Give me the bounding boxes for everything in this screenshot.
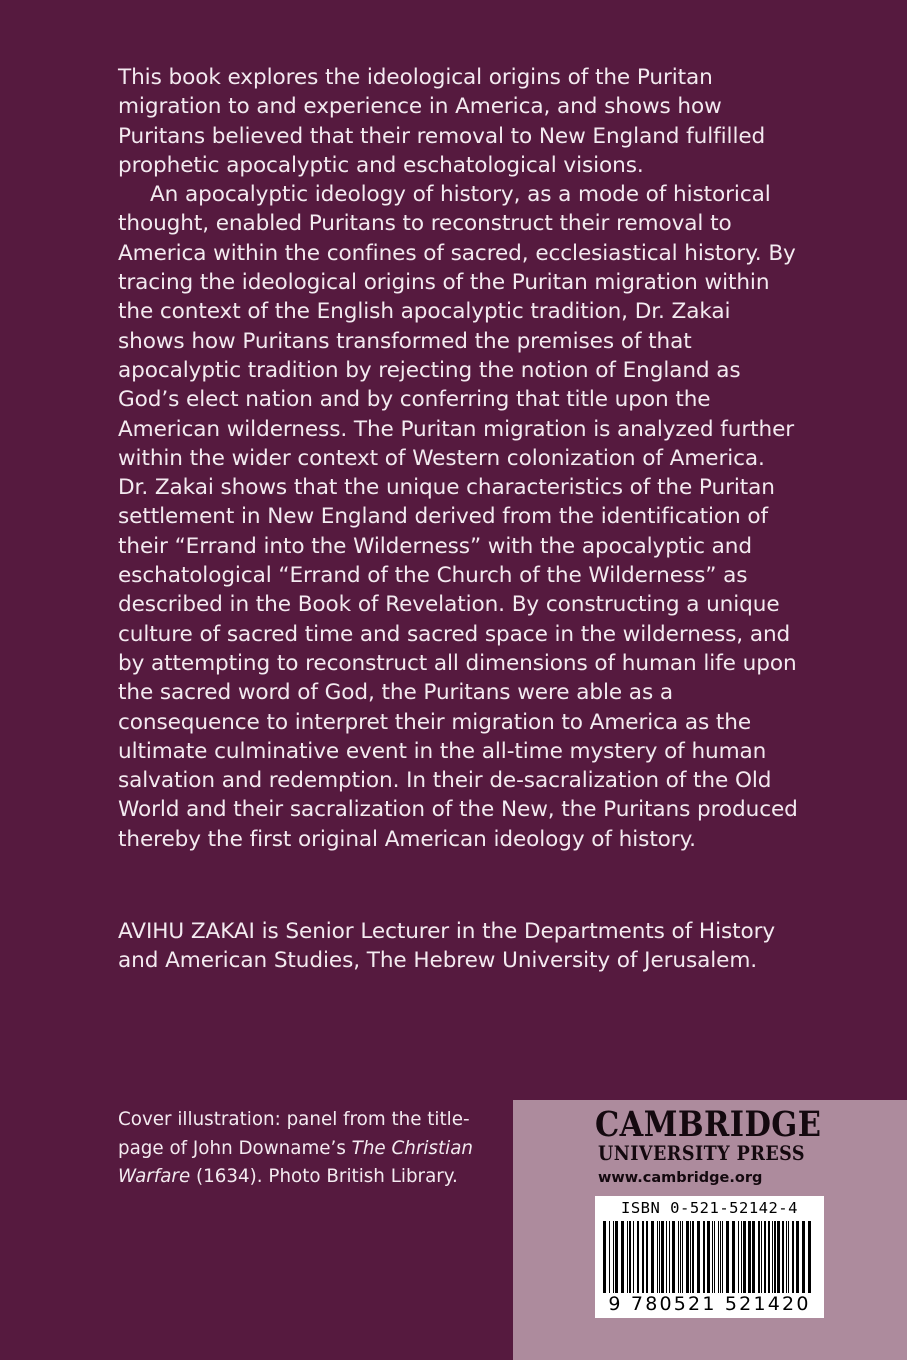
cover-credit-suffix: (1634). Photo British Library. bbox=[190, 1166, 458, 1187]
barcode-bar bbox=[752, 1221, 755, 1293]
description-paragraph-2: An apocalyptic ideology of history, as a mode of historical thought, enabled Puritans to reconstruct their removal to America within the confines of sacred, ecclesiastical history. By tracing the ideological origins of the Puritan migration within the context of the English apocalyptic tradition, Dr. Zakai shows how Puritans transformed the premises of that apocalyptic tradition by rejecting the notion of England as God’s elect nation and by conferring that title upon the American wilderness. The Puritan migration is analyzed further within the wider context of Western colonization of America. Dr. Zakai shows that the unique characteristics of the Puritan settlement in New England derived from the identification of their “Errand into the Wilderness” with the apocalyptic and eschatological “Errand of the Church of the Wilderness” as described in the Book of Revelation. By constructing a unique culture of sacred time and sacred space in the wilderness, and by attempting to reconstruct all dimensions of human life upon the sacred word of God, the Puritans were able as a consequence to interpret their migration to America as the ultimate culminative event in the all-time mystery of human salvation and redemption. In their de-sacralization of the Old World and their sacralization of the New, the Puritans produced thereby the first original American ideology of history. bbox=[118, 182, 798, 852]
isbn-label: ISBN 0-521-52142-4 bbox=[621, 1199, 798, 1217]
barcode-bar bbox=[772, 1221, 773, 1293]
barcode-bar bbox=[661, 1221, 664, 1293]
publisher-name: CAMBRIDGE bbox=[595, 1104, 822, 1145]
barcode-bar bbox=[603, 1221, 606, 1293]
barcode-bar bbox=[738, 1221, 739, 1293]
barcode-bar bbox=[726, 1221, 729, 1293]
barcode-bar bbox=[703, 1221, 705, 1293]
barcode-bar bbox=[788, 1221, 789, 1293]
barcode-bar bbox=[672, 1221, 675, 1293]
barcode-bar bbox=[808, 1221, 811, 1293]
barcode-bar bbox=[669, 1221, 670, 1293]
barcode-bar bbox=[646, 1221, 648, 1293]
barcode-bar bbox=[761, 1221, 762, 1293]
barcode-bar bbox=[609, 1221, 610, 1293]
barcode bbox=[595, 1196, 824, 1318]
barcode-bar bbox=[682, 1221, 683, 1293]
barcode-bar bbox=[690, 1221, 691, 1293]
barcode-bar bbox=[764, 1221, 766, 1293]
barcode-bar bbox=[718, 1221, 719, 1293]
barcode-bar bbox=[613, 1221, 614, 1293]
barcode-bar bbox=[629, 1221, 631, 1293]
barcode-bar bbox=[777, 1221, 780, 1293]
barcode-bar bbox=[642, 1221, 644, 1293]
barcode-bar bbox=[633, 1221, 634, 1293]
barcode-bar bbox=[621, 1221, 624, 1293]
barcode-bar bbox=[774, 1221, 776, 1293]
barcode-bar bbox=[657, 1221, 658, 1293]
barcode-bar bbox=[802, 1221, 805, 1293]
barcode-bar bbox=[722, 1221, 723, 1293]
barcode-bar bbox=[651, 1221, 654, 1293]
publisher-subtitle: UNIVERSITY PRESS bbox=[598, 1142, 806, 1165]
barcode-bar bbox=[712, 1221, 713, 1293]
barcode-bar bbox=[782, 1221, 784, 1293]
barcode-bar bbox=[758, 1221, 760, 1293]
barcode-bar bbox=[786, 1221, 787, 1293]
barcode-bar bbox=[748, 1221, 751, 1293]
barcode-bar bbox=[697, 1221, 700, 1293]
barcode-bar bbox=[768, 1221, 770, 1293]
cover-credit-prefix: Cover illustration: panel from the title-page of John Downame’s bbox=[118, 1109, 470, 1159]
barcode-bars-icon bbox=[601, 1221, 818, 1293]
barcode-digits: 9 780521 521420 bbox=[608, 1293, 811, 1315]
barcode-bar bbox=[792, 1221, 794, 1293]
cover-credit bbox=[118, 1106, 513, 1192]
barcode-bar bbox=[732, 1221, 735, 1293]
barcode-bar bbox=[615, 1221, 618, 1293]
book-description bbox=[118, 63, 798, 854]
author-bio: AVIHU ZAKAI is Senior Lecturer in the Departments of History and American Studies, The Hebrew University of Jerusalem. bbox=[118, 919, 776, 974]
barcode-bar bbox=[743, 1221, 746, 1293]
barcode-bar bbox=[686, 1221, 689, 1293]
barcode-bar bbox=[796, 1221, 799, 1293]
barcode-bar bbox=[678, 1221, 679, 1293]
publisher-url: www.cambridge.org bbox=[598, 1170, 763, 1186]
barcode-bar bbox=[627, 1221, 628, 1293]
description-paragraph-1: This book explores the ideological origins of the Puritan migration to and experience in America, and shows how Puritans believed that their removal to New England fulfilled prophetic apocalyptic and eschatological visions. bbox=[118, 65, 766, 178]
barcode-bar bbox=[637, 1221, 639, 1293]
barcode-bar bbox=[680, 1221, 681, 1293]
barcode-bar bbox=[741, 1221, 742, 1293]
barcode-bar bbox=[692, 1221, 694, 1293]
barcode-bar bbox=[666, 1221, 667, 1293]
publisher-panel bbox=[513, 1100, 907, 1360]
barcode-bar bbox=[720, 1221, 721, 1293]
barcode-bar bbox=[659, 1221, 660, 1293]
barcode-bar bbox=[707, 1221, 710, 1293]
cover-credit-title: The Christian Warfare bbox=[118, 1137, 473, 1187]
barcode-bar bbox=[714, 1221, 715, 1293]
